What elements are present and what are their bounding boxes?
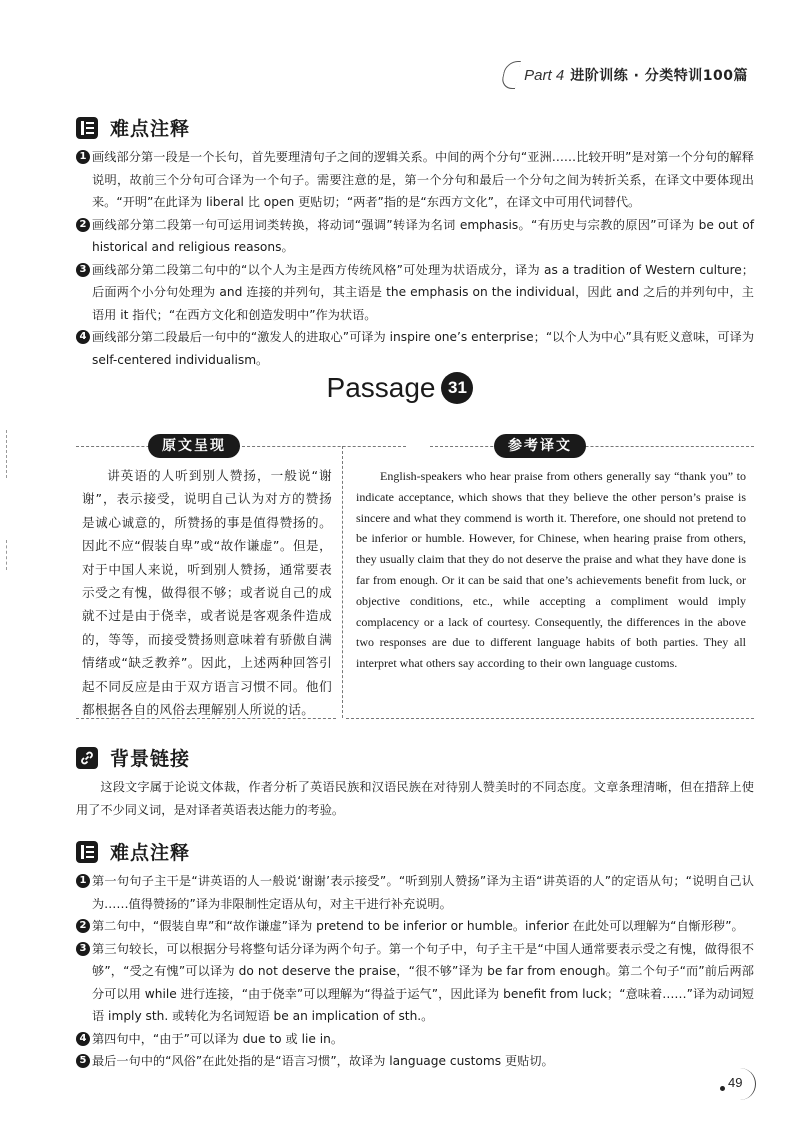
page-number-text: 49: [728, 1075, 743, 1090]
note-item: [76, 915, 754, 938]
original-text: 讲英语的人听到别人赞扬，一般说“谢谢”，表示接受，说明自己认为对方的赞扬是诚心诚意的，所赞扬的事是值得赞扬的。因此不应“假装自卑”或“故作谦虚”。但是，对于中国人来说，听到别人赞扬，通常要表示受之有愧，做得很不够；或者说自己的成就不过是由于侥幸，或者说是客观条件造成的，等等，而接受赞扬则意味着有骄傲自满情绪或“缺乏教养”。因此，上述两种回答引起不同反应是由于双方语言习惯不同。他们都根据各自的风俗去理解别人所说的话。: [82, 468, 332, 718]
divider-line: [346, 718, 754, 719]
notes-icon: [76, 841, 98, 863]
note-text: 最后一句中的“风俗”在此处指的是“语言习惯”，故译为 language customs 更贴切。: [92, 1054, 554, 1068]
running-header: [503, 60, 748, 90]
section-title: 难点注释: [110, 118, 191, 140]
note-item: [76, 1028, 754, 1051]
passage-box: [76, 432, 754, 720]
note-number: 2: [76, 919, 90, 933]
note-text: 画线部分第一段是一个长句，首先要理清句子之间的逻辑关系。中间的两个分句“亚洲……比较开明”是对第一个分句的解释说明，故前三个分句可合译为一个句子。需要注意的是，第一个分句和最后一个分句之间为转折关系，在译文中要体现出来。“开明”在此译为 liberal 比 open 更贴切；“两者”指的是“东西方文化”，在译文中可用代词替代。: [92, 150, 754, 209]
note-text: 画线部分第二段最后一句中的“激发人的进取心”可译为 inspire one’s enterprise；“以个人为中心”具有贬义意味，可译为 self-centered individualism。: [92, 330, 754, 367]
note-number: 4: [76, 1032, 90, 1046]
passage-word: Passage: [326, 372, 436, 403]
note-number: 4: [76, 330, 90, 344]
notes-list: [76, 870, 754, 1073]
note-text: 第一句句子主干是“讲英语的人一般说‘谢谢’表示接受”。“听到别人赞扬”译为主语“讲英语的人”的定语从句；“说明自己认为……值得赞扬的”译为非限制性定语从句，对主干进行补充说明。: [92, 874, 754, 911]
note-number: 5: [76, 1054, 90, 1068]
page-number: [716, 1068, 756, 1100]
divider-line: [430, 446, 754, 447]
note-number: 3: [76, 263, 90, 277]
section-title: 难点注释: [110, 842, 191, 864]
section-title: 背景链接: [110, 748, 191, 770]
note-item: [76, 1050, 754, 1073]
translation-label: 参考译文: [494, 434, 586, 458]
note-item: [76, 146, 754, 214]
note-number: 1: [76, 150, 90, 164]
notes-icon: [76, 117, 98, 139]
margin-dash: [6, 430, 8, 478]
passage-title: [0, 372, 800, 404]
header-part: Part 4: [524, 66, 565, 84]
note-text: 画线部分第二段第二句中的“以个人为主是西方传统风格”可处理为状语成分，译为 as a tradition of Western culture；后面两个小分句处理为 and 连接的并列句，其主语是 the emphasis on the individual，因此 and 之后的并列句中，主语用 it 指代；“在西方文化和创造发明中”作为状语。: [92, 262, 754, 322]
note-item: [76, 938, 754, 1028]
note-text: 第二句中，“假装自卑”和“故作谦虚”译为 pretend to be inferior or humble。inferior 在此处可以理解为“自惭形秽”。: [92, 919, 744, 933]
background-text: 这段文字属于论说文体裁，作者分析了英语民族和汉语民族在对待别人赞美时的不同态度。文章条理清晰，但在措辞上使用了不少同义词，是对译者英语表达能力的考验。: [76, 780, 754, 817]
note-text: 第四句中，“由于”可以译为 due to 或 lie in。: [92, 1031, 344, 1046]
note-item: [76, 326, 754, 371]
notes-list: [76, 146, 754, 371]
header-bracket: [500, 61, 521, 89]
header-title: 进阶训练 · 分类特训100篇: [570, 68, 748, 84]
link-icon: [76, 747, 98, 769]
column-divider: [342, 446, 343, 718]
divider-line: [76, 446, 406, 447]
note-item: [76, 259, 754, 327]
note-item: [76, 870, 754, 915]
margin-dash: [6, 540, 8, 570]
page-number-dot: [720, 1086, 725, 1091]
passage-number-badge: 31: [441, 372, 473, 404]
note-text: 第三句较长，可以根据分号将整句话分译为两个句子。第一个句子中，句子主干是“中国人通常要表示受之有愧，做得很不够”，“受之有愧”可以译为 do not deserve the praise，“很不够”译为 be far from enough。第二个句子“而”前后两部分可以用 while 进行连接，“由于侥幸”可以理解为“得益于运气”，因此译为 benefit from luck；“意味着……”译为动词短语 imply sth. 或转化为名词短语 be an implication of sth.。: [92, 941, 754, 1023]
note-item: [76, 214, 754, 259]
note-number: 2: [76, 218, 90, 232]
original-label: 原文呈现: [148, 434, 240, 458]
note-number: 1: [76, 874, 90, 888]
section-heading-notes: [76, 114, 190, 141]
section-heading-notes: [76, 838, 190, 865]
section-heading-background: [76, 744, 190, 771]
note-number: 3: [76, 942, 90, 956]
note-text: 画线部分第二段第一句可运用词类转换，将动词“强调”转译为名词 emphasis。“有历史与宗教的原因”可译为 be out of historical and religious reasons。: [92, 217, 754, 254]
translation-text: English-speakers who hear praise from others generally say “thank you” to indicate acceptance, which shows that they believe the other person’s praise is sincere and what they commend is worth it. Therefore, one should not pretend to be inferior or humble. However, for Chinese, when hearing praise from others, they usually claim that they do not deserve the praise and what they have done is far from enough. Or it can be said that one’s achievements benefit from luck, or objective conditions, etc., while accepting a compliment would imply complacency or a lack of courtesy. Consequently, the differences in the above two responses are due to different language habits of both parties. They all interpret what others say according to their own language customs.: [356, 469, 746, 671]
